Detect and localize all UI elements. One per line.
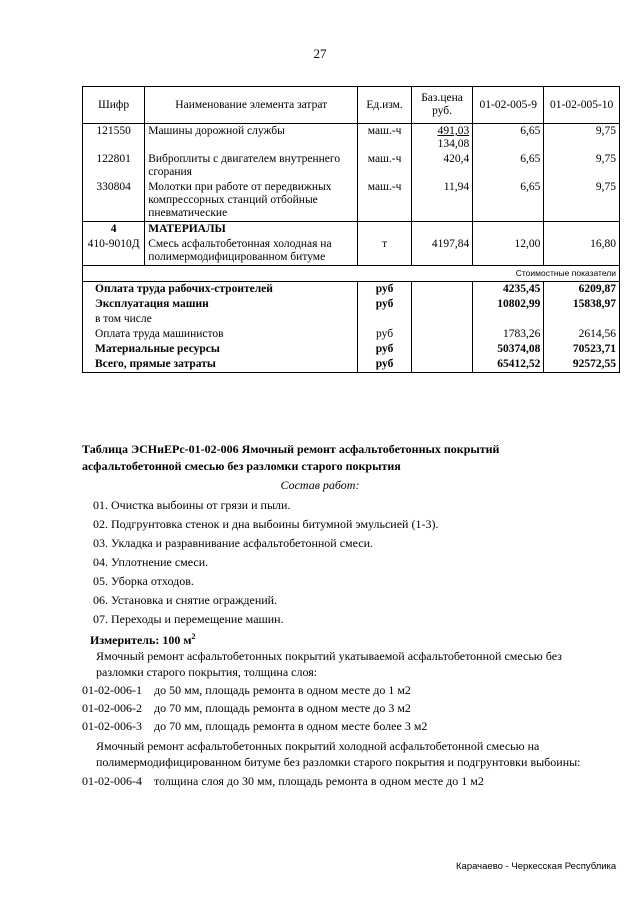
- resource-table: [82, 86, 620, 373]
- total-value-1: 50374,08: [473, 342, 544, 357]
- row-value-1: 12,00: [473, 237, 544, 266]
- total-unit: руб: [358, 297, 412, 312]
- item-text: толщина слоя до 30 мм, площадь ремонта в одном месте до 1 м2: [154, 774, 484, 788]
- total-value-2: 70523,71: [544, 342, 620, 357]
- header-unit: Ед.изм.: [358, 87, 412, 124]
- description-2-line-1: Ямочный ремонт асфальтобетонных покрытий холодной асфальтобетонной смесью на: [96, 739, 540, 753]
- row-unit: т: [358, 237, 412, 266]
- row-code: 330804: [83, 180, 145, 222]
- total-row: [83, 342, 620, 357]
- table-title-line-1: Таблица ЭСНиЕРс-01-02-006 Ямочный ремонт асфальтобетонных покрытий: [82, 442, 500, 456]
- row-price: 11,94: [411, 180, 472, 222]
- item-text: до 70 мм, площадь ремонта в одном месте до 3 м2: [154, 701, 411, 715]
- total-label: Всего, прямые затраты: [83, 357, 358, 373]
- total-value-2: 6209,87: [544, 282, 620, 298]
- row-value-1: 6,65: [473, 124, 544, 153]
- header-price: Баз.цена руб.: [411, 87, 472, 124]
- section-number: 4: [83, 222, 145, 238]
- row-value-1: 6,65: [473, 180, 544, 222]
- total-unit: руб: [358, 342, 412, 357]
- item-text: до 70 мм, площадь ремонта в одном месте более 3 м2: [154, 719, 428, 733]
- meter-label: Измеритель: 100 м: [90, 633, 192, 647]
- item-code: 01-02-006-3: [82, 719, 142, 733]
- total-value-2: 2614,56: [544, 327, 620, 342]
- table-title-line-2: асфальтобетонной смесью без разломки старого покрытия: [82, 459, 401, 473]
- total-label: Материальные ресурсы: [83, 342, 358, 357]
- item-code: 01-02-006-1: [82, 683, 142, 697]
- page-number: 27: [313, 46, 327, 61]
- work-heading: Состав работ:: [280, 478, 360, 492]
- total-unit: руб: [358, 282, 412, 298]
- total-row: [83, 327, 620, 342]
- meter-superscript: 2: [191, 632, 196, 641]
- cost-label: Стоимостные показатели: [473, 266, 620, 282]
- table-row: [83, 152, 620, 180]
- row-unit: маш.-ч: [358, 180, 412, 222]
- row-name: Смесь асфальтобетонная холодная на полимермодифицированном битуме: [145, 237, 358, 266]
- row-value-2: 16,80: [544, 237, 620, 266]
- cost-label-row: [83, 266, 620, 282]
- row-name: Машины дорожной службы: [145, 124, 358, 153]
- total-label: Оплата труда рабочих-строителей: [83, 282, 358, 298]
- row-price: [411, 124, 472, 153]
- description-1-line-2: разломки старого покрытия, толщина слоя:: [96, 665, 318, 679]
- total-value-2: 15838,97: [544, 297, 620, 312]
- row-code: 121550: [83, 124, 145, 153]
- row-price-secondary: 134,08: [437, 138, 470, 150]
- work-item: 01. Очистка выбоины от грязи и пыли.: [93, 498, 291, 512]
- row-unit: маш.-ч: [358, 152, 412, 180]
- total-unit: руб: [358, 357, 412, 373]
- table-header-row: [83, 87, 620, 124]
- item-code: 01-02-006-2: [82, 701, 142, 715]
- header-name: Наименование элемента затрат: [145, 87, 358, 124]
- total-value-1: 10802,99: [473, 297, 544, 312]
- section-title: МАТЕРИАЛЫ: [145, 222, 358, 238]
- total-value-1: 1783,26: [473, 327, 544, 342]
- total-value-1: 4235,45: [473, 282, 544, 298]
- meter: [90, 629, 196, 648]
- footer-region: Карачаево - Черкесская Республика: [456, 861, 617, 872]
- work-item: 02. Подгрунтовка стенок и дна выбоины битумной эмульсией (1-3).: [93, 517, 439, 531]
- header-col1: 01-02-005-9: [473, 87, 544, 124]
- row-value-2: 9,75: [544, 180, 620, 222]
- table-row: [83, 124, 620, 153]
- description-1-line-1: Ямочный ремонт асфальтобетонных покрытий укатываемой асфальтобетонной смесью без: [96, 649, 562, 663]
- row-value-1: 6,65: [473, 152, 544, 180]
- total-row: [83, 282, 620, 298]
- work-item: 03. Укладка и разравнивание асфальтобетонной смеси.: [93, 536, 374, 550]
- total-row: [83, 357, 620, 373]
- header-code: Шифр: [83, 87, 145, 124]
- table-row: [83, 237, 620, 266]
- row-price-value: 491,03: [437, 125, 470, 137]
- row-price: 420,4: [411, 152, 472, 180]
- work-item: 06. Установка и снятие ограждений.: [93, 593, 278, 607]
- row-unit: маш.-ч: [358, 124, 412, 153]
- total-unit: руб: [358, 327, 412, 342]
- total-row: [83, 297, 620, 312]
- materials-section-row: [83, 222, 620, 238]
- row-code: 122801: [83, 152, 145, 180]
- total-value-2: 92572,55: [544, 357, 620, 373]
- row-price: 4197,84: [411, 237, 472, 266]
- total-row: [83, 312, 620, 327]
- row-value-2: 9,75: [544, 124, 620, 153]
- header-col2: 01-02-005-10: [544, 87, 620, 124]
- total-label: в том числе: [83, 312, 358, 327]
- work-item: 04. Уплотнение смеси.: [93, 555, 209, 569]
- description-2-line-2: полимермодифицированном битуме без разломки старого покрытия и подгрунтовки выбоины:: [96, 755, 581, 769]
- row-name: Молотки при работе от передвижных компрессорных станций отбойные пневматические: [145, 180, 358, 222]
- total-label: Эксплуатация машин: [83, 297, 358, 312]
- total-value-1: 65412,52: [473, 357, 544, 373]
- work-item: 07. Переходы и перемещение машин.: [93, 612, 284, 626]
- row-value-2: 9,75: [544, 152, 620, 180]
- item-code: 01-02-006-4: [82, 774, 142, 788]
- work-item: 05. Уборка отходов.: [93, 574, 194, 588]
- row-code: 410-9010Д: [83, 237, 145, 266]
- total-label: Оплата труда машинистов: [83, 327, 358, 342]
- item-text: до 50 мм, площадь ремонта в одном месте до 1 м2: [154, 683, 411, 697]
- row-name: Виброплиты с двигателем внутреннего сгорания: [145, 152, 358, 180]
- table-row: [83, 180, 620, 222]
